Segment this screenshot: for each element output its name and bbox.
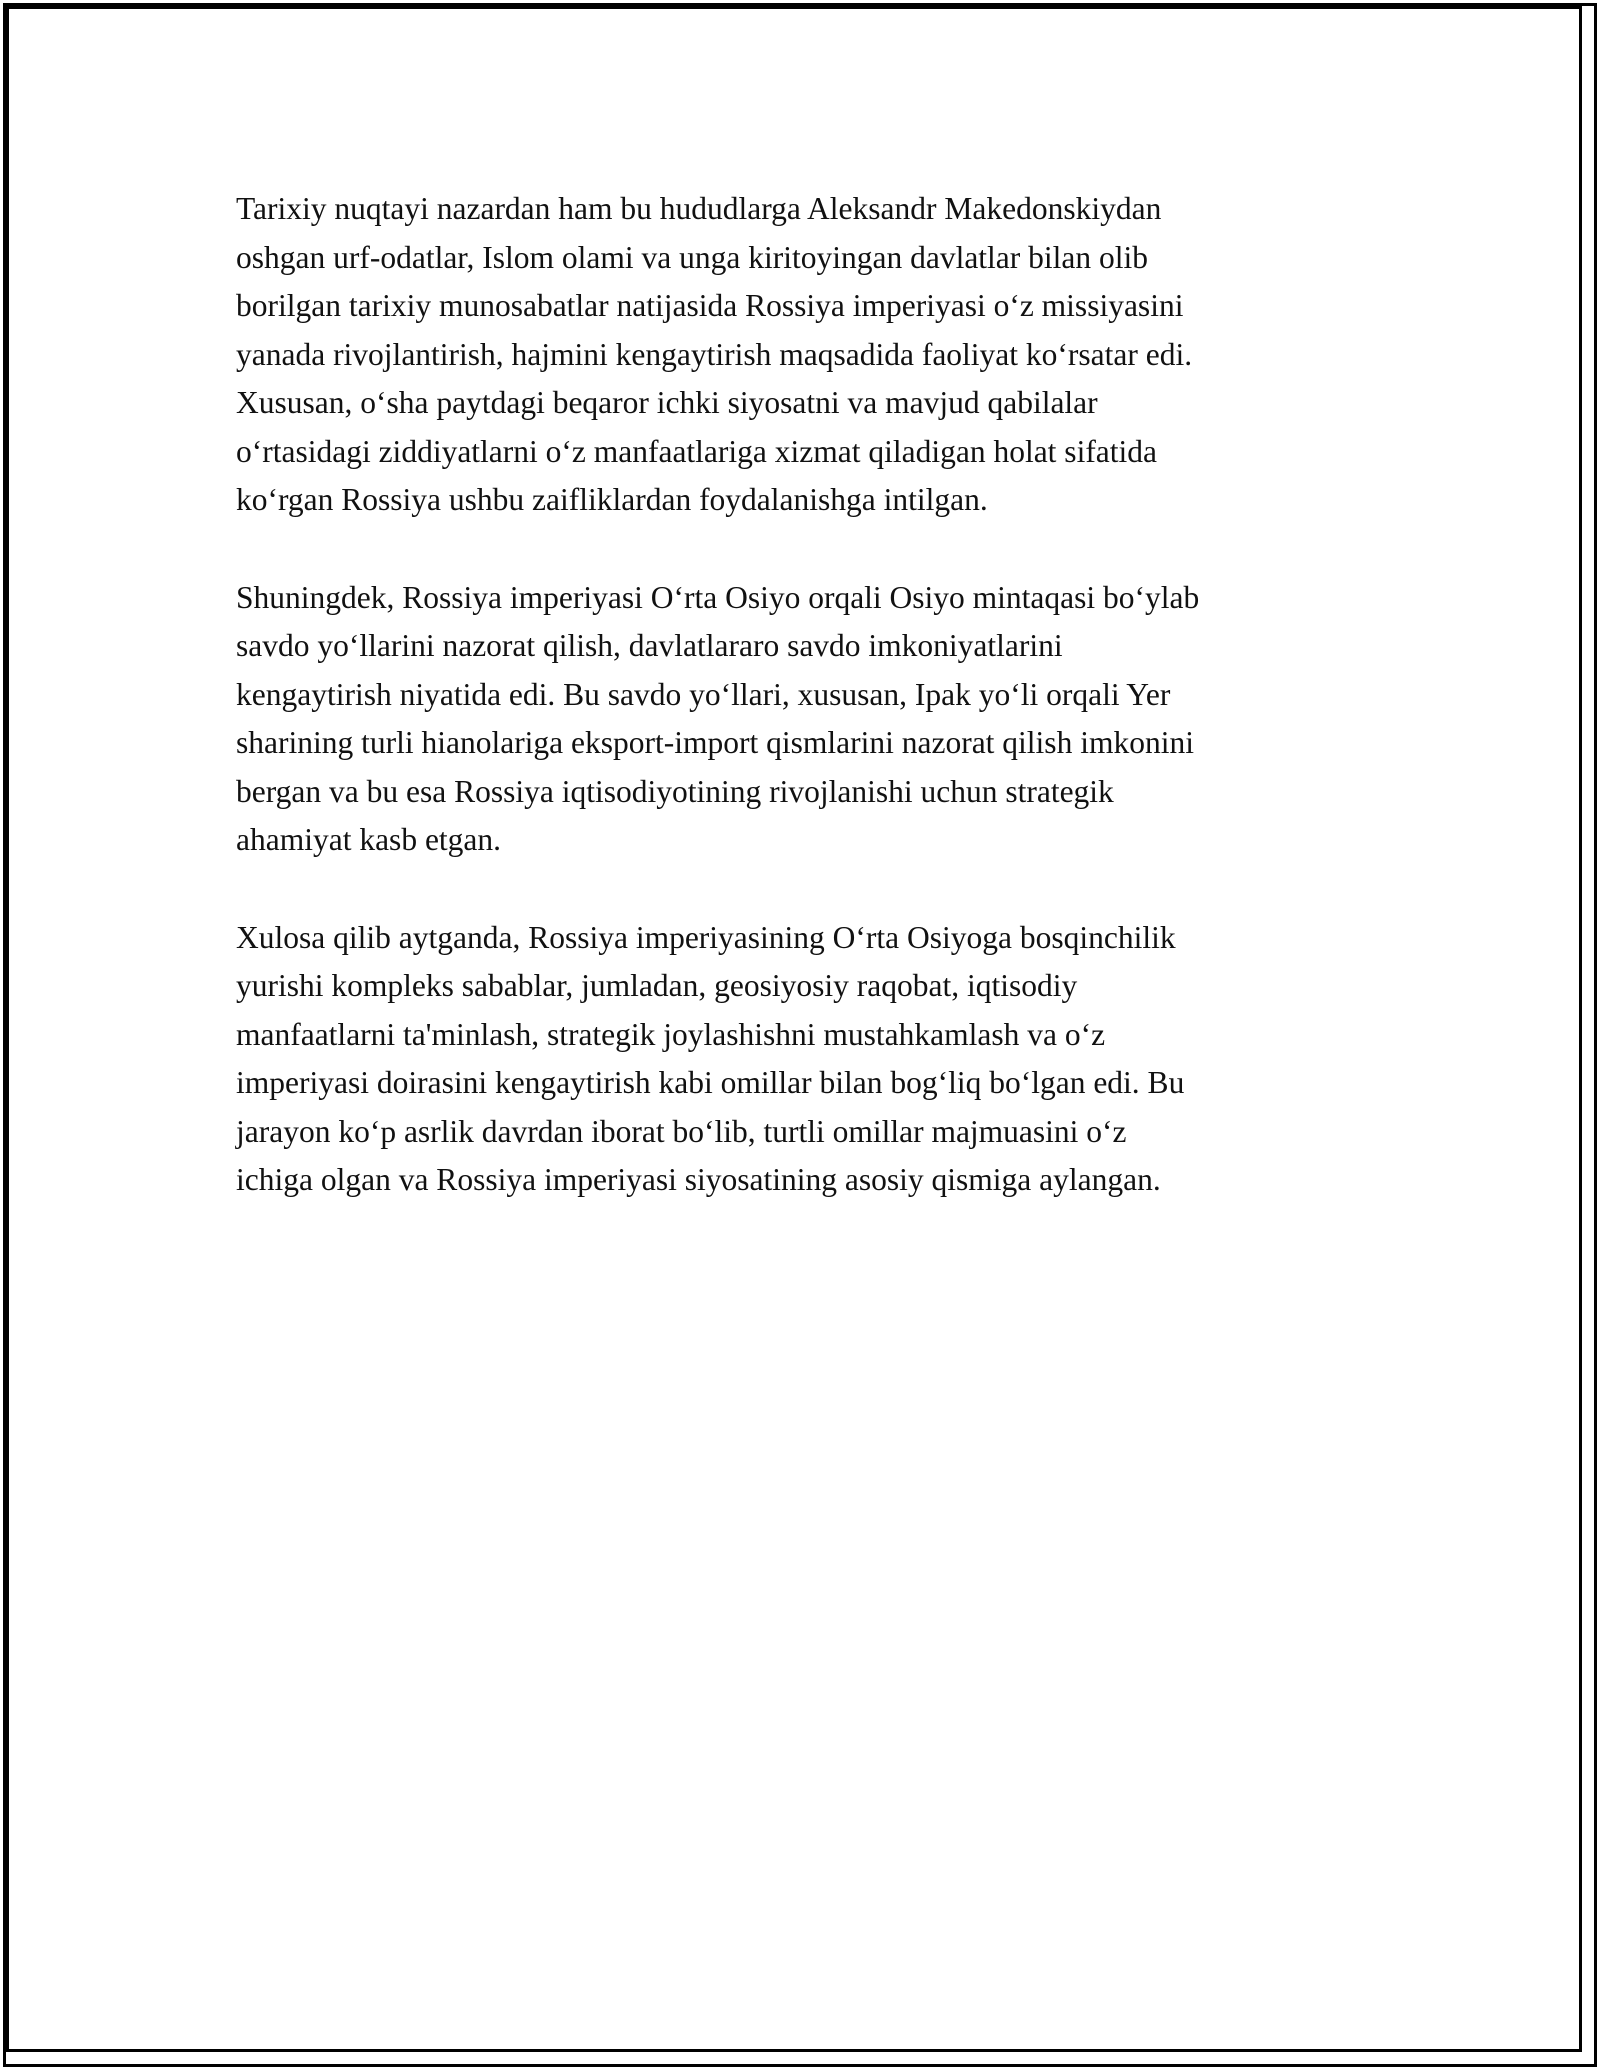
- paragraph-line: oʻrtasidagi ziddiyatlarni oʻz manfaatlariga xizmat qiladigan holat sifatida: [236, 433, 1158, 469]
- paragraph-line: borilgan tarixiy munosabatlar natijasida Rossiya imperiyasi oʻz missiyasini: [236, 288, 1184, 323]
- document-body: [236, 185, 1376, 1254]
- paragraph-line: sharining turli hianolariga eksport-import qismlarini nazorat qilish imkonini: [236, 725, 1194, 760]
- paragraph-line: Shuningdek, Rossiya imperiyasi Oʻrta Osiyo orqali Osiyo mintaqasi boʻylab: [236, 579, 1200, 615]
- paragraph-line: imperiyasi doirasini kengaytirish kabi omillar bilan bogʻliq boʻlgan edi. Bu: [236, 1065, 1185, 1100]
- paragraph-line: koʻrgan Rossiya ushbu zaifliklardan foydalanishga intilgan.: [236, 482, 988, 517]
- paragraph-line: savdo yoʻllarini nazorat qilish, davlatlararo savdo imkoniyatlarini: [236, 628, 1063, 663]
- paragraph-2: [236, 574, 1376, 865]
- paragraph-3: [236, 914, 1376, 1205]
- paragraph-line: ichiga olgan va Rossiya imperiyasi siyosatining asosiy qismiga aylangan.: [236, 1162, 1161, 1197]
- paragraph-line: Xususan, oʻsha paytdagi beqaror ichki siyosatni va mavjud qabilalar: [236, 385, 1098, 420]
- paragraph-line: Xulosa qilib aytganda, Rossiya imperiyasining Oʻrta Osiyoga bosqinchilik: [236, 919, 1176, 955]
- paragraph-line: kengaytirish niyatida edi. Bu savdo yoʻllari, xususan, Ipak yoʻli orqali Yer: [236, 676, 1171, 712]
- paragraph-1: [236, 185, 1376, 525]
- paragraph-line: manfaatlarni ta'minlash, strategik joylashishni mustahkamlash va oʻz: [236, 1016, 1106, 1052]
- paragraph-line: yanada rivojlantirish, hajmini kengaytirish maqsadida faoliyat koʻrsatar edi.: [236, 336, 1193, 372]
- paragraph-line: yurishi kompleks sabablar, jumladan, geosiyosiy raqobat, iqtisodiy: [236, 968, 1078, 1003]
- paragraph-line: bergan va bu esa Rossiya iqtisodiyotining rivojlanishi uchun strategik: [236, 773, 1114, 809]
- paragraph-line: jarayon koʻp asrlik davrdan iborat boʻlib, turtli omillar majmuasini oʻz: [236, 1113, 1127, 1149]
- paragraph-line: Tarixiy nuqtayi nazardan ham bu hududlarga Aleksandr Makedonskiydan: [236, 191, 1162, 226]
- paragraph-line: oshgan urf-odatlar, Islom olami va unga kiritoyingan davlatlar bilan olib: [236, 239, 1149, 275]
- paragraph-line: ahamiyat kasb etgan.: [236, 822, 502, 857]
